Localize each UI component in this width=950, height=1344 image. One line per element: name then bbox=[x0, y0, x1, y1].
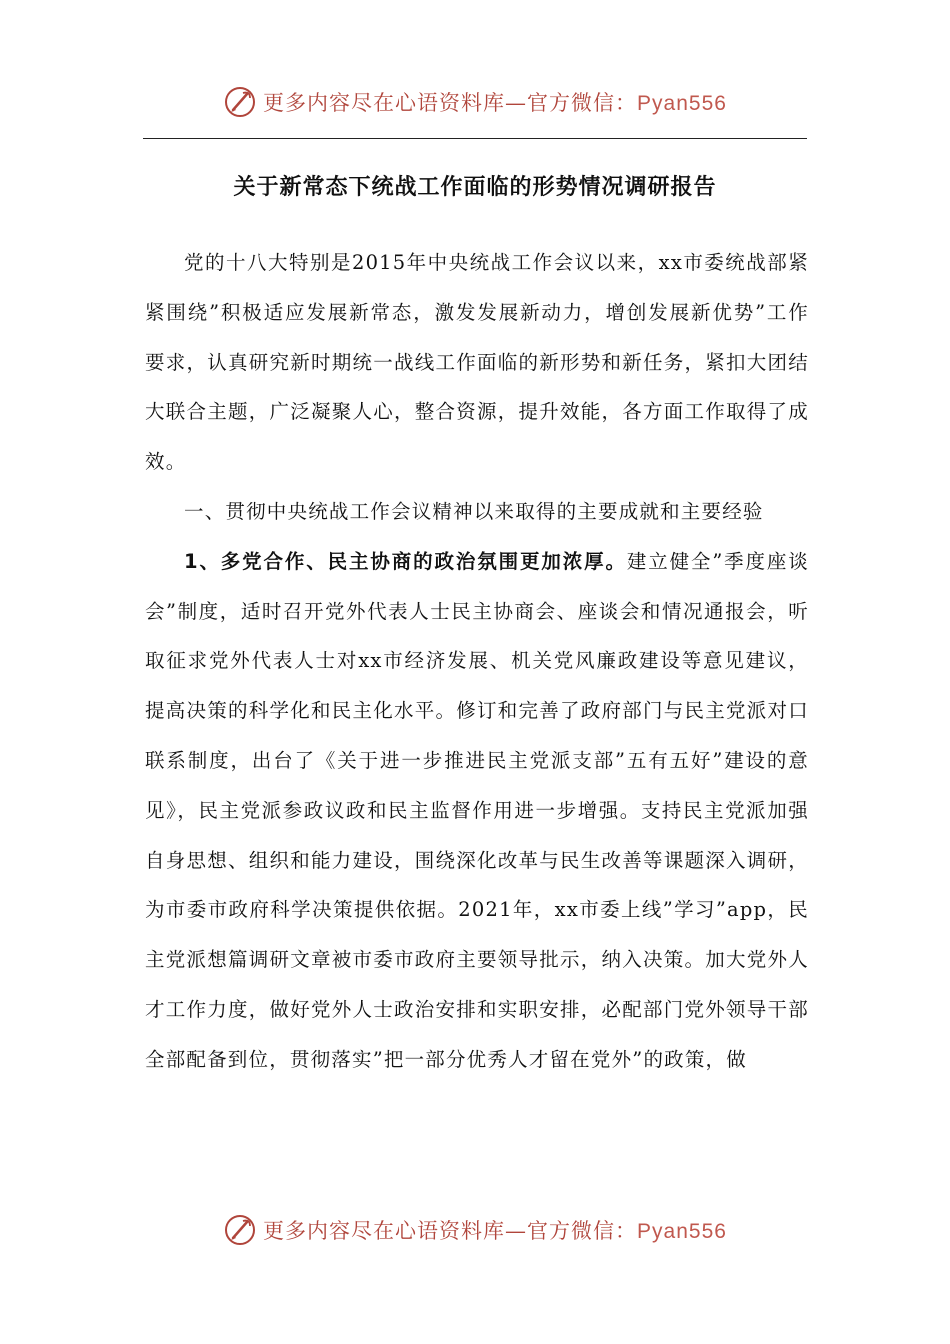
section-heading: 一、贯彻中央统战工作会议精神以来取得的主要成就和主要经验 bbox=[184, 499, 764, 523]
pen-logo-icon bbox=[223, 85, 257, 119]
page-title: 关于新常态下统战工作面临的形势情况调研报告 bbox=[233, 175, 717, 200]
footer-banner bbox=[0, 1208, 950, 1252]
point-heading: 1、多党合作、民主协商的政治氛围更加浓厚。 bbox=[184, 549, 627, 573]
banner-text: 更多内容尽在心语资料库—官方微信：Pyan556 bbox=[263, 1219, 727, 1243]
paragraph-point-1: 1、多党合作、民主协商的政治氛围更加浓厚。建立健全”季度座谈会”制度，适时召开党外代表人士民主协商会、座谈会和情况通报会，听取征求党外代表人士对xx市经济发展、机关党风廉政建设等意见建议，提高决策的科学化和民主化水平。修订和完善了政府部门与民主党派对口联系制度，出台了《关于进一步推进民主党派支部”五有五好”建设的意见》，民主党派参政议政和民主监督作用进一步增强。支持民主党派加强自身思想、组织和能力建设，围绕深化改革与民生改善等课题深入调研，为市委市政府科学决策提供依据。2021年，xx市委上线”学习”app，民主党派想篇调研文章被市委市政府主要领导批示，纳入决策。加大党外人才工作力度，做好党外人士政治安排和实职安排，必配部门党外领导干部全部配备到位，贯彻落实”把一部分优秀人才留在党外”的政策，做 bbox=[145, 549, 809, 1071]
document-body bbox=[145, 238, 809, 1085]
paragraph-intro: 党的十八大特别是2015年中央统战工作会议以来，xx市委统战部紧紧围绕”积极适应发展新常态，激发发展新动力，增创发展新优势”工作要求，认真研究新时期统一战线工作面临的新形势和新任务，紧扣大团结大联合主题，广泛凝聚人心，整合资源，提升效能，各方面工作取得了成效。 bbox=[145, 251, 809, 474]
header-divider bbox=[143, 138, 807, 139]
banner-text: 更多内容尽在心语资料库—官方微信：Pyan556 bbox=[263, 91, 727, 115]
header-banner bbox=[0, 80, 950, 124]
pen-logo-icon bbox=[223, 1213, 257, 1247]
